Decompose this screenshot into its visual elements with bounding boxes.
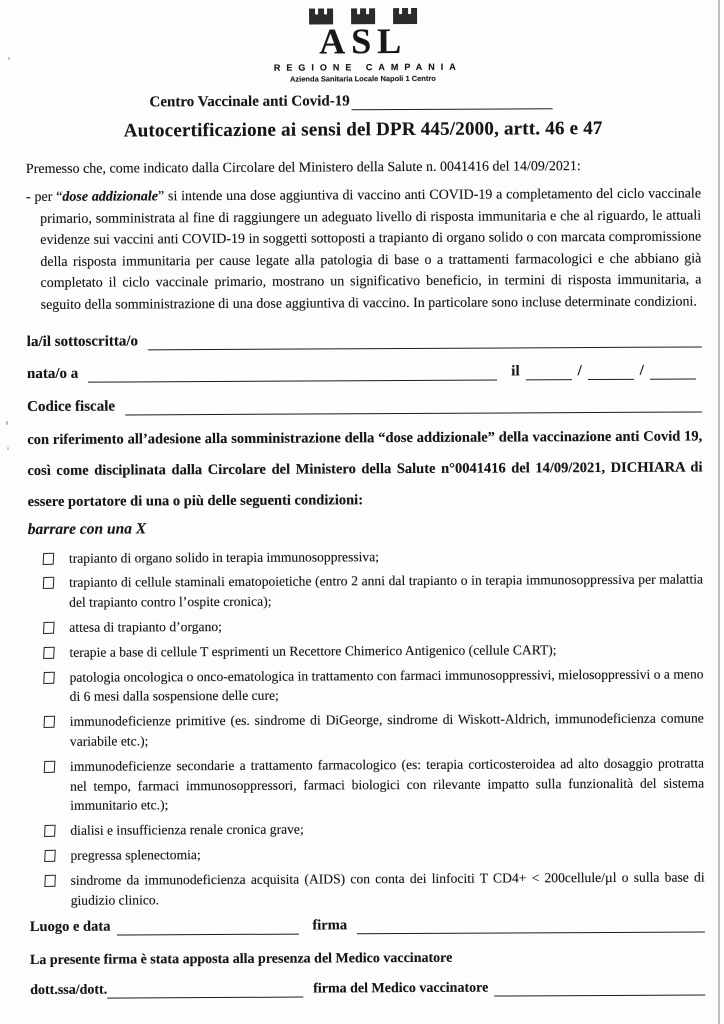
- premise-text: Premesso che, come indicato dalla Circolare del Ministero della Salute n. 0041416 del 14/09/2021:: [25, 159, 581, 177]
- condition-label: patologia oncologica o onco-ematologica in trattamento con farmaci immunosoppressivi, mielosoppressivi o a meno di 6 mesi dalla sospensione delle cure;: [69, 666, 704, 705]
- vaccine-center-field[interactable]: [352, 93, 553, 110]
- conditions-list: [42, 545, 705, 910]
- doctor-label: dott.ssa/dott.: [30, 982, 108, 999]
- doctor-row: [30, 980, 705, 1000]
- date-separator-2: /: [639, 362, 644, 379]
- place-date-signature-row: [30, 916, 705, 937]
- birth-day-field[interactable]: [526, 364, 572, 380]
- born-label: nata/o a: [26, 365, 79, 382]
- condition-label: pregressa splenectomia;: [70, 847, 201, 863]
- condition-checkbox[interactable]: [43, 577, 55, 589]
- condition-item: [42, 639, 703, 662]
- signature-field[interactable]: [357, 917, 705, 935]
- place-date-label: Luogo e data: [29, 918, 111, 936]
- scan-speck: [6, 421, 8, 425]
- doctor-name-field[interactable]: [107, 982, 303, 999]
- condition-label: immunodeficienze primitive (es. sindrome di DiGeorge, sindrome di Wiskott-Aldrich, immunodeficienza comune variabile etc.);: [69, 710, 704, 749]
- condition-item: [43, 818, 704, 841]
- scan-speck: [7, 447, 9, 450]
- logo-letters: ASL: [318, 21, 407, 57]
- condition-checkbox[interactable]: [44, 850, 56, 862]
- condition-checkbox[interactable]: [43, 622, 55, 634]
- logo-agency: Azienda Sanitaria Locale Napoli 1 Centro: [289, 73, 436, 84]
- condition-item: [43, 753, 704, 816]
- condition-checkbox[interactable]: [44, 825, 56, 837]
- date-separator-1: /: [577, 362, 582, 379]
- doctor-signature-field[interactable]: [494, 980, 705, 997]
- condition-label: dialisi e insufficienza renale cronica grave;: [70, 821, 304, 838]
- condition-checkbox[interactable]: [43, 552, 55, 564]
- dose-clause-prefix: - per “: [25, 189, 63, 205]
- condition-item: [43, 842, 704, 865]
- condition-item: [43, 709, 704, 752]
- vaccine-center-label: Centro Vaccinale anti Covid-19: [149, 93, 350, 111]
- dose-clause-term: dose addizionale: [62, 189, 159, 205]
- fiscal-code-label: Codice fiscale: [27, 398, 116, 415]
- condition-item: [42, 614, 703, 637]
- condition-item: [42, 664, 703, 707]
- fiscal-code-row: [27, 395, 702, 416]
- logo-region: REGIONE CAMPANIA: [273, 61, 462, 73]
- asl-logo: [268, 8, 462, 84]
- condition-item: [44, 867, 705, 910]
- page-title: Autocertificazione ai sensi del DPR 445/2000, artt. 46 e 47: [123, 117, 603, 142]
- condition-checkbox[interactable]: [44, 874, 56, 886]
- dose-clause-paragraph: [26, 183, 702, 316]
- condition-label: trapianto di cellule staminali ematopoietiche (entro 2 anni dal trapianto o in terapia immunosoppressiva per malattia del trapianto contro l’ospite cronica);: [69, 571, 704, 610]
- castle-icon: [299, 8, 427, 57]
- subscriber-label: la/il sottoscritta/o: [26, 332, 139, 350]
- condition-label: sindrome da immunodeficienza acquisita (AIDS) con conta dei linfociti T CD4+ < 200cellule/µl o sulla base di giudizio clinico.: [70, 869, 705, 908]
- subscriber-row: [27, 330, 702, 351]
- condition-item: [42, 570, 703, 613]
- birth-place-field[interactable]: [88, 364, 497, 382]
- dose-clause-body: ” si intende una dose aggiuntiva di vaccino anti COVID-19 a completamento del ciclo vaccinale primario, somministrata al fine di raggiungere un adeguato livello di risposta immunitaria e che al riguardo, le attuali evidenze sui vaccini anti COVID-19 in soggetti sottoposti a trapianto di organo solido o con marcata compromissione della risposta immunitaria per cause legate alla patologia di base o a trattamenti farmacologici e che abbiano già completato il ciclo vaccinale primario, mostrano un significativo beneficio, in termini di risposta immunitaria, a seguito della somministrazione di una dose aggiuntiva di vaccino. In particolare sono incluse determinate condizioni.: [40, 186, 702, 313]
- condition-label: trapianto di organo solido in terapia immunosoppressiva;: [68, 548, 380, 566]
- declaration-paragraph: con riferimento all’adesione alla somministrazione della “dose addizionale” della vaccinazione anti Covid 19, così come disciplinata dalla Circolare del Ministero della Salute n°0041416 del 14/09/2021, DICHIARA di essere portatore di una o più delle seguenti condizioni:: [27, 428, 703, 510]
- checkbox-instruction: barrare con una X: [27, 519, 147, 538]
- signature-label: firma: [312, 917, 348, 934]
- birth-row: [27, 362, 702, 383]
- scan-speck: [8, 57, 10, 60]
- witness-note: La presente firma è stata apposta alla presenza del Medico vaccinatore: [29, 951, 453, 969]
- condition-label: attesa di trapianto d’organo;: [69, 618, 222, 635]
- condition-checkbox[interactable]: [43, 671, 55, 683]
- condition-label: terapie a base di cellule T esprimenti un Recettore Chimerico Antigenico (cellule CART);: [69, 641, 557, 660]
- place-date-field[interactable]: [116, 919, 298, 936]
- subscriber-name-field[interactable]: [148, 331, 702, 350]
- birth-date-label: il: [511, 362, 520, 380]
- form-content: [25, 0, 705, 999]
- condition-label: immunodeficienze secondarie a trattamento farmacologico (es: terapia corticosteroidea ad alto dosaggio protratta nel tempo, farmaci immunosoppressori, farmaci biologici con rilevante impatto sulla funzionalità del sistema immunitario etc.);: [69, 755, 705, 814]
- doctor-signature-label: firma del Medico vaccinatore: [313, 980, 489, 997]
- vaccine-center-row: [149, 91, 700, 111]
- condition-checkbox[interactable]: [43, 647, 55, 659]
- condition-checkbox[interactable]: [44, 760, 56, 772]
- fiscal-code-field[interactable]: [125, 396, 702, 415]
- birth-year-field[interactable]: [650, 363, 696, 379]
- scan-edge-artifact: [718, 0, 720, 1024]
- birth-month-field[interactable]: [588, 363, 634, 379]
- condition-item: [42, 545, 703, 568]
- condition-checkbox[interactable]: [43, 716, 55, 728]
